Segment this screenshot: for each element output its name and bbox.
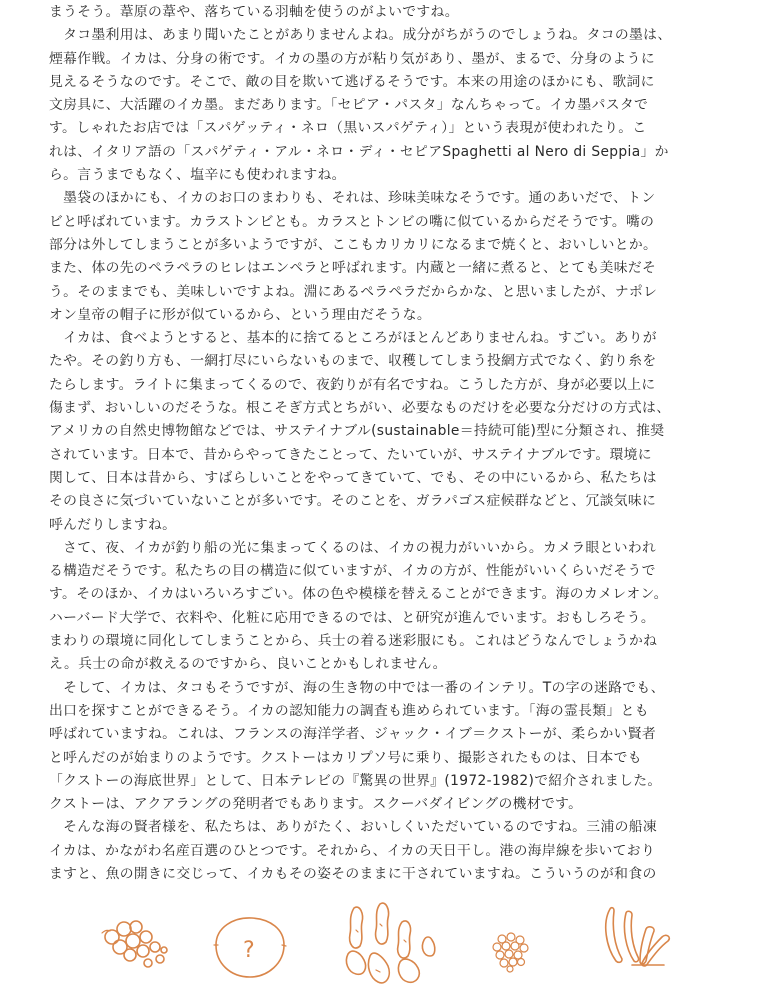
text-line: す。しゃれたお店では「スパゲッティ・ネロ（黒いスパゲティ）」という表現が使われたり。こ (49, 120, 647, 137)
text-line: また、体の先のペラペラのヒレはエンペラと呼ばれます。内蔵と一緒に煮ると、とても美味だそ (49, 260, 657, 277)
text-line: ビと呼ばれています。カラストンビとも。カラスとトンビの嘴に似ているからだそうです。嘴の (49, 213, 655, 230)
text-line: イカは、かながわ名産百選のひとつです。それから、イカの天日干し。港の海岸線を歩いており (49, 842, 656, 859)
text-line: クストーは、アクアラングの発明者でもあります。スクーバダイビングの機材です。 (49, 796, 583, 813)
text-line: さて、夜、イカが釣り船の光に集まってくるのは、イカの視力がいいから。カメラ眼といわれ (49, 539, 657, 556)
text-line: そんな海の賢者様を、私たちは、ありがたく、おいしくいただいているのですね。三浦の船凍 (49, 819, 658, 836)
lemon-question-icon (212, 915, 288, 981)
text-line: 見えるそうなのです。そこで、敵の目を欺いて逃げるそうです。本来の用途のほかにも、歌詞に (49, 73, 655, 90)
text-line: 墨袋のほかにも、イカのお口のまわりも、それは、珍味美味なそうです。通のあいだで、トン (49, 190, 656, 207)
grape-cluster-icon (100, 917, 170, 972)
text-line: イカは、食べようとすると、基本的に捨てるところがほとんどありませんね。すごい。ありが (49, 330, 657, 347)
text-line: 呼んだりしますね。 (49, 516, 177, 533)
text-line: されています。日本で、昔からやってきたことって、たいていが、サステイナブルです。環境に (49, 446, 652, 463)
text-line: タコ墨利用は、あまり聞いたことがありませんよね。成分がちがうのでしょうね。タコの墨は、 (49, 27, 672, 44)
illustration-strip (0, 895, 780, 999)
text-line: オン皇帝の帽子に形が似ているから、という理由だそうな。 (49, 306, 431, 323)
text-line: 部分は外してしまうことが多いようですが、ここもカリカリになるまで焼くと、おいしいとか。 (49, 236, 658, 253)
text-line: まわりの環境に同化してしまうことから、兵士の着る迷彩服にも。これはどうなんでしょうかね (49, 633, 658, 650)
text-line: たらします。ライトに集まってくるので、夜釣りが有名ですね。こうした方が、身が必要以上に (49, 376, 656, 393)
lemon-mark: ? (243, 938, 255, 963)
text-line: まうそう。葦原の葦や、落ちている羽軸を使うのがよいですね。 (49, 4, 459, 20)
berry-cluster-icon (490, 931, 532, 973)
text-line: たや。その釣り方も、一網打尽にいらないものまで、収穫してしまう投網方式でなく、釣り糸を (49, 353, 657, 370)
peanut-pods-icon (340, 900, 436, 992)
text-line: 呼ばれていますね。これは、フランスの海洋学者、ジャック・イブ＝クストーが、柔らかい賢者 (49, 726, 657, 743)
text-line: 関して、日本は昔から、すばらしいことをやってきていて、でも、その中にいるから、私たちは (49, 469, 657, 486)
text-line: 傷まず、おいしいのだそうな。根こそぎ方式とちがい、必要なものだけを必要な分だけの方式は、 (49, 400, 671, 417)
text-line: 「クストーの海底世界」として、日本テレビの『驚異の世界』(1972-1982)で紹介されました。 (49, 772, 662, 789)
text-line: 出口を探すことができるそう。イカの認知能力の調査も進められています。「海の霊長類」とも (49, 702, 649, 719)
seaweed-icon (602, 907, 676, 969)
text-line: 文房具に、大活躍のイカ墨。まだあります。「セピア・パスタ」なんちゃって。イカ墨パスタで (49, 97, 649, 114)
text-line: 煙幕作戦。イカは、分身の術です。イカの墨の方が粘り気があり、墨が、まるで、分身のように (49, 50, 655, 67)
text-line: アメリカの自然史博物館などでは、サステイナブル(sustainable＝持続可能)型に分類され、推奨 (49, 423, 665, 440)
text-line: す。そのほか、イカはいろいろすごい。体の色や模様を替えることができます。海のカメレオン。 (49, 586, 668, 603)
text-line: れは、イタリア語の「スパゲティ・アル・ネロ・ディ・セピアSpaghetti al Nero di Seppia」か (49, 143, 669, 160)
text-line: ら。言うまでもなく、塩辛にも使われますね。 (49, 167, 346, 184)
text-line: う。そのままでも、美味しいですよね。淵にあるペラペラだからかな、と思いましたが、ナポレ (49, 283, 658, 300)
text-line: と呼んだのが始まりのようです。クストーはカリプソ号に乗り、撮影されたものは、日本でも (49, 749, 642, 766)
text-line: その良さに気づいていないことが多いです。そのことを、ガラパゴス症候群などと、冗談気味に (49, 493, 657, 510)
body-text (49, 1, 739, 886)
text-line: ハーバード大学で、衣料や、化粧に応用できるのでは、と研究が進んでいます。おもしろそう。 (49, 609, 655, 626)
text-line: ますと、魚の開きに交じって、イカもその姿そのままに干されていますね。こういうのが和食の (49, 865, 657, 882)
text-line: え。兵士の命が救えるのですから、良いことかもしれません。 (49, 656, 447, 673)
text-line: そして、イカは、タコもそうですが、海の生き物の中では一番のインテリ。Tの字の迷路でも、 (49, 679, 665, 696)
text-line: る構造だそうです。私たちの目の構造に似ていますが、イカの方が、性能がいいくらいだそうで (49, 563, 656, 580)
